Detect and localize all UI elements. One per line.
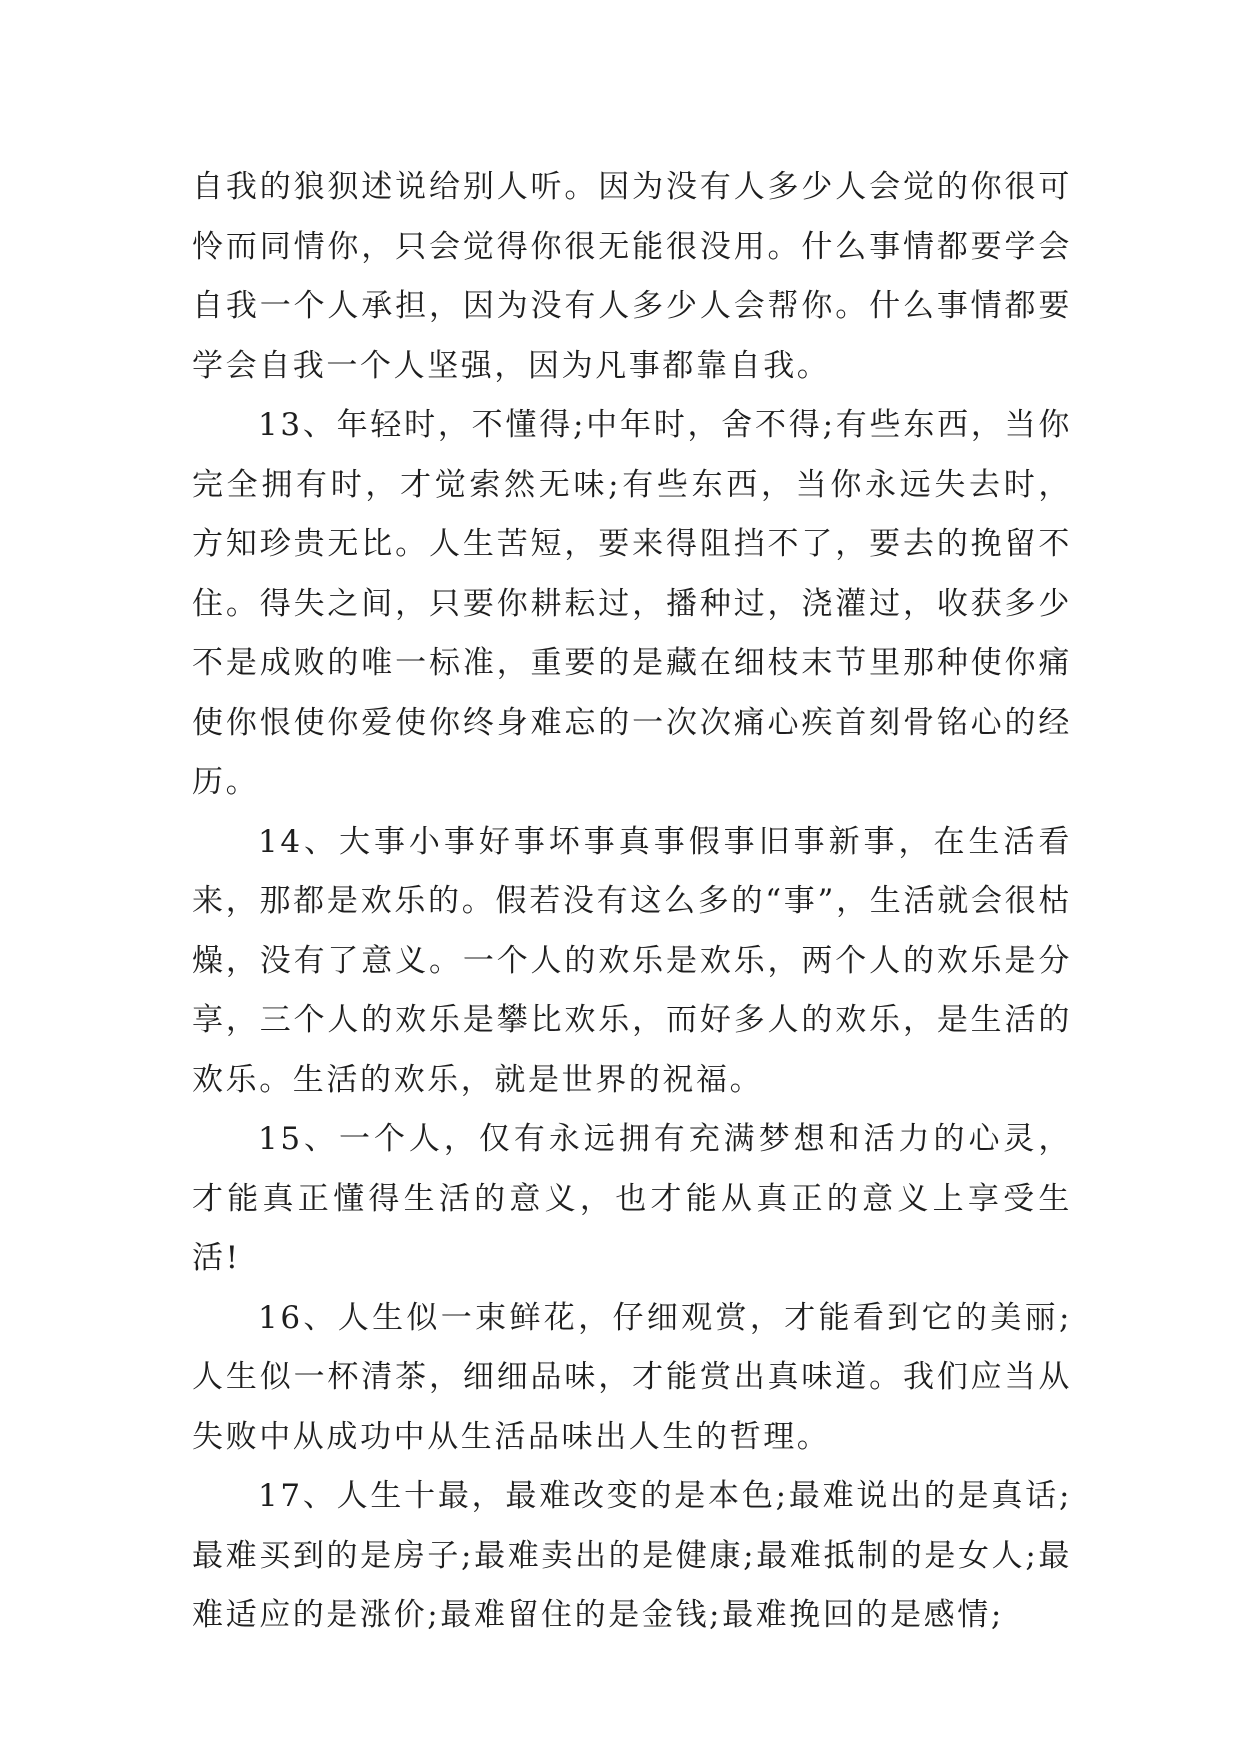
- paragraph-17: 17、人生十最，最难改变的是本色;最难说出的是真话;最难买到的是房子;最难卖出的是健康;最难抵制的是女人;最难适应的是涨价;最难留住的是金钱;最难挽回的是感情;: [192, 1478, 1072, 1633]
- paragraph-16: 16、人生似一束鲜花，仔细观赏，才能看到它的美丽;人生似一杯清茶，细细品味，才能赏出真味道。我们应当从失败中从成功中从生活品味出人生的哲理。: [192, 1299, 1072, 1455]
- paragraph-13: 13、年轻时，不懂得;中年时，舍不得;有些东西，当你完全拥有时，才觉索然无味;有些东西，当你永远失去时，方知珍贵无比。人生苦短，要来得阻挡不了，要去的挽留不住。得失之间，只要你耕耘过，播种过，浇灌过，收获多少不是成败的唯一标准，重要的是藏在细枝末节里那种使你痛使你恨使你爱使你终身难忘的一次次痛心疾首刻骨铭心的经历。: [192, 407, 1072, 800]
- paragraph-15: 15、一个人，仅有永远拥有充满梦想和活力的心灵，才能真正懂得生活的意义，也才能从真正的意义上享受生活!: [192, 1121, 1072, 1276]
- paragraph-continued: 自我的狼狈述说给别人听。因为没有人多少人会觉的你很可怜而同情你，只会觉得你很无能很没用。什么事情都要学会自我一个人承担，因为没有人多少人会帮你。什么事情都要学会自我一个人坚强，因为凡事都靠自我。: [192, 169, 1072, 384]
- paragraph-14: 14、大事小事好事坏事真事假事旧事新事，在生活看来，那都是欢乐的。假若没有这么多的“事”，生活就会很枯燥，没有了意义。一个人的欢乐是欢乐，两个人的欢乐是分享，三个人的欢乐是攀比欢乐，而好多人的欢乐，是生活的欢乐。生活的欢乐，就是世界的祝福。: [192, 823, 1072, 1098]
- document-body: [192, 158, 1072, 1646]
